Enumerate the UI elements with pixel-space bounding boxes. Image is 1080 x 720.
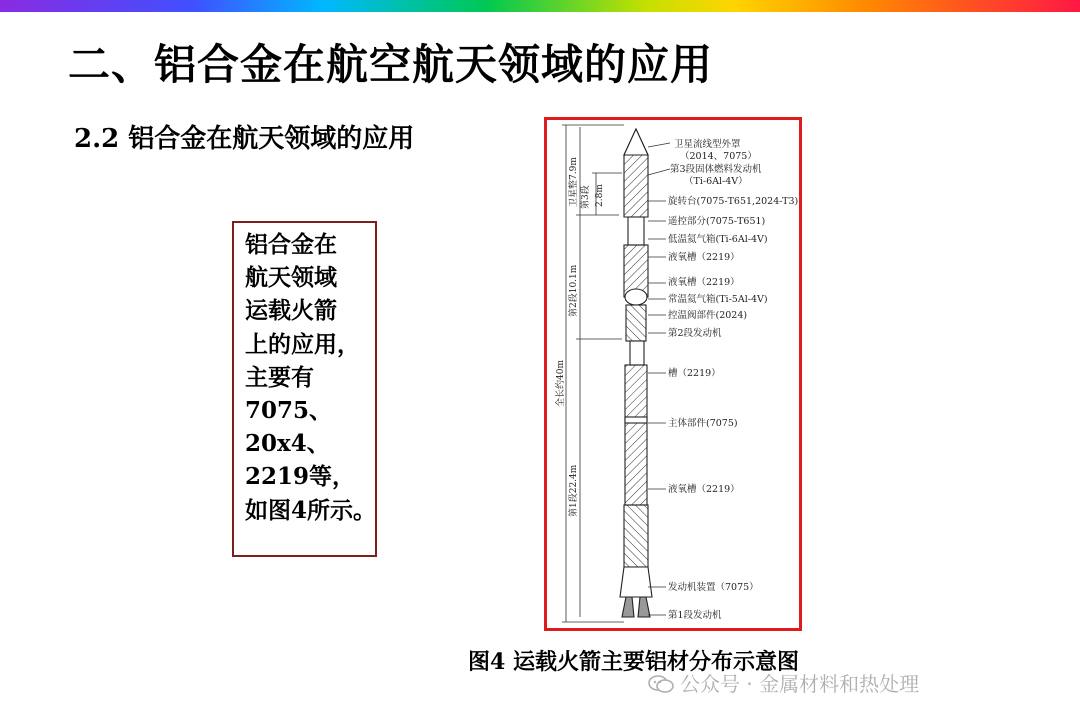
part-label: 第3段固体燃料发动机 [670, 164, 762, 175]
rocket-body [620, 129, 652, 617]
description-text: 铝合金在 航天领域 运载火箭 上的应用， 主要有 7075、 20x4、 2219等， 如图4所示。 [245, 231, 377, 524]
part-label: 卫星流线型外罩 [674, 139, 741, 150]
part-label: （Ti-6Al-4V） [684, 176, 748, 187]
part-label: 旋转台(7075-T651,2024-T3) [668, 196, 799, 207]
dimension-label: 卫星整7.9m [569, 157, 579, 207]
rocket-diagram [544, 117, 802, 631]
dimension-label: 第2段10.1m [569, 264, 579, 317]
part-label: 液氧槽（2219） [668, 277, 740, 288]
wechat-icon [648, 674, 674, 694]
watermark-text: 公众号 · 金属材料和热处理 [680, 672, 920, 696]
section-title: 2.2 铝合金在航天领域的应用 [74, 124, 415, 154]
part-label: 液氧槽（2219） [668, 252, 740, 263]
part-label: 发动机装置（7075） [668, 582, 759, 593]
header-rainbow-bar [0, 0, 1080, 12]
part-labels [668, 138, 798, 621]
part-label: 遥控部分(7075-T651) [668, 216, 766, 227]
part-label: （2014、7075） [680, 151, 757, 162]
dimension-labels [554, 157, 605, 517]
part-label: 控温阀部件(2024) [668, 310, 748, 321]
part-label: 液氧槽（2219） [668, 484, 740, 495]
part-label: 第2段发动机 [668, 328, 722, 339]
dimension-label: 第1段22.4m [569, 464, 579, 517]
dimension-label: 2.8m [595, 184, 605, 207]
dimension-label: 第3段 [581, 185, 591, 209]
part-label: 常温氦气箱(Ti-5Al-4V) [668, 294, 768, 305]
dimension-label: 全长约40m [556, 360, 566, 407]
part-label: 低温氦气箱(Ti-6Al-4V) [668, 234, 768, 245]
slide-title: 二、铝合金在航空航天领域的应用 [68, 40, 714, 89]
part-label: 主体部件(7075) [668, 418, 738, 429]
leader-lines [648, 143, 670, 615]
part-label: 第1段发动机 [668, 610, 722, 621]
figure-caption: 图4 运载火箭主要铝材分布示意图 [468, 649, 799, 675]
watermark [648, 668, 919, 697]
part-label: 槽（2219） [668, 368, 721, 379]
